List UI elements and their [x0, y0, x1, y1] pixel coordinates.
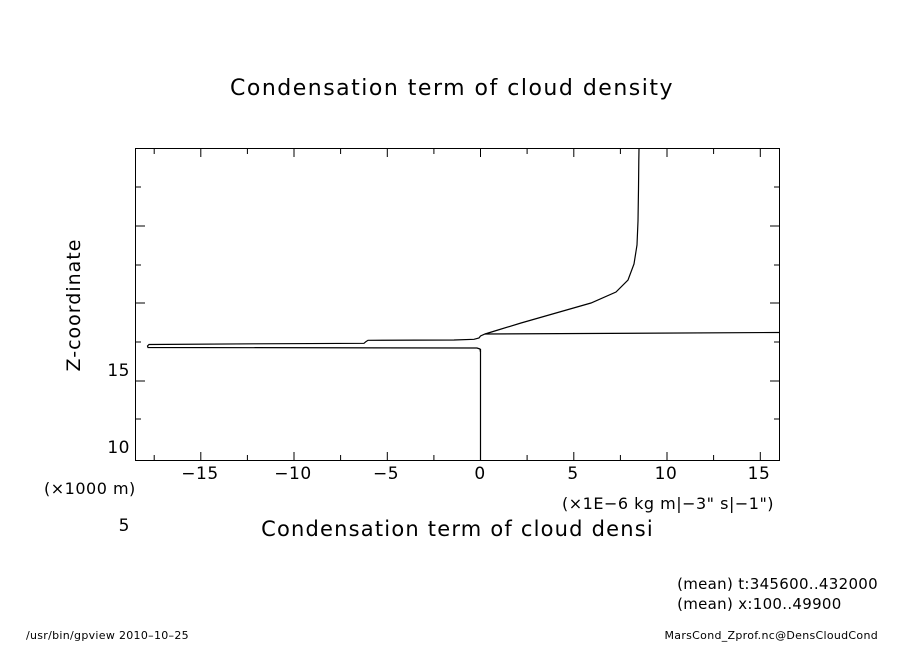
y-tick-label: 10 — [107, 438, 130, 458]
y-tick-marks — [136, 187, 779, 419]
x-tick-label: 10 — [654, 464, 678, 484]
x-axis-label: Condensation term of cloud densi — [261, 517, 654, 541]
x-tick-marks — [154, 149, 760, 460]
x-axis-unit: (×1E−6 kg m|−3" s|−1") — [562, 494, 775, 513]
x-tick-label: 5 — [567, 464, 579, 484]
x-tick-label: −15 — [181, 464, 219, 484]
annotation-line: (mean) t:345600..432000 — [677, 575, 878, 593]
data-curve — [148, 149, 640, 460]
annotation-line: (mean) x:100..49900 — [677, 595, 842, 613]
data-curve-baseline — [485, 333, 779, 335]
footer-source: MarsCond_Zprof.nc@DensCloudCond — [664, 629, 878, 642]
x-tick-label: 0 — [474, 464, 486, 484]
y-tick-label: 5 — [118, 516, 130, 536]
plot-svg — [136, 149, 779, 460]
y-tick-label: 15 — [107, 361, 130, 381]
x-axis-ticks — [135, 464, 780, 488]
y-axis-label — [60, 196, 88, 416]
x-tick-label: 15 — [747, 464, 771, 484]
x-tick-label: −5 — [372, 464, 400, 484]
plot-area — [135, 148, 780, 461]
y-axis-unit: (×1000 m) — [44, 479, 136, 498]
y-axis-label-text: Z-coordinate — [63, 238, 85, 372]
chart-title: Condensation term of cloud density — [230, 76, 674, 101]
footer-command: /usr/bin/gpview 2010–10–25 — [26, 629, 189, 642]
x-tick-label: −10 — [274, 464, 312, 484]
chart-annotations — [677, 574, 878, 614]
y-axis-ticks — [86, 148, 130, 536]
